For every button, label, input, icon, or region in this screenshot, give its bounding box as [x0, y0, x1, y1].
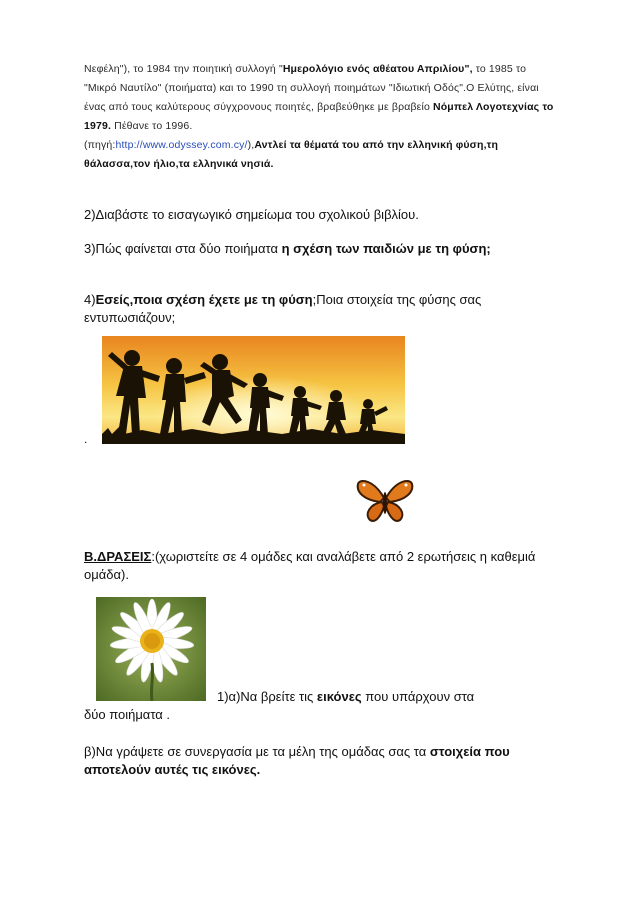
- document-page: [84, 60, 554, 777]
- intro-text-1: Νεφέλη"), το 1984 την ποιητική συλλογή ": [84, 63, 283, 75]
- question-4-bold: Εσείς,ποια σχέση έχετε με τη φύση: [95, 292, 313, 307]
- intro-bold-3: Αντλεί τα θέματά του από την ελληνική φύση,τη θάλασσα,τον ήλιο,τα ελληνικά νησιά.: [84, 139, 499, 170]
- actions-section: [84, 548, 554, 584]
- butterfly-image: [356, 478, 414, 524]
- stray-dot: .: [84, 432, 88, 446]
- question-3-text: 3)Πώς φαίνεται στα δύο ποιήματα: [84, 241, 282, 256]
- question-1a: [84, 688, 554, 724]
- question-3: [84, 240, 554, 258]
- question-1b-bold: στοιχεία που αποτελούν αυτές τις εικόνες.: [84, 744, 510, 777]
- intro-paragraph: [84, 60, 554, 174]
- intro-text-3: Πέθανε το 1996.: [111, 120, 193, 132]
- question-1a-text: 1)α)Να βρείτε τις: [217, 689, 317, 704]
- intro-bold-1: Ημερολόγιο ενός αθέατου Απριλίου",: [282, 63, 473, 75]
- question-1a-text-2: που υπάρχουν στα: [361, 689, 475, 704]
- actions-title: Β.ΔΡΑΣΕΙΣ: [84, 549, 152, 564]
- children-silhouette-sunset-image: [102, 336, 405, 444]
- daisy-flower-image: [96, 597, 206, 701]
- intro-text-2: το 1985 το "Μικρό Ναυτίλο" (ποιήματα) και το 1990 τη συλλογή ποιημάτων "Ιδιωτική Οδός".Ο Ελύτης, είναι ένας από τους καλύτερους σύγχρονους ποιητές, βραβεύθηκε με βραβείο: [84, 63, 539, 113]
- intro-text-5: ),: [247, 139, 255, 151]
- question-1b: [84, 743, 554, 779]
- source-link[interactable]: http://www.odyssey.com.cy/: [115, 139, 248, 151]
- intro-text-4: (πηγή:: [84, 139, 116, 151]
- question-4-number: 4): [84, 292, 96, 307]
- question-2: 2)Διαβάστε το εισαγωγικό σημείωμα του σχολικού βιβλίου.: [84, 207, 419, 222]
- actions-text: :(χωριστείτε σε 4 ομάδες και αναλάβετε από 2 ερωτήσεις η καθεμιά ομάδα).: [84, 549, 536, 582]
- question-4: [84, 291, 554, 327]
- intro-bold-2: Νόμπελ Λογοτεχνίας το 1979.: [84, 101, 554, 132]
- question-1b-text: β)Να γράψετε σε συνεργασία με τα μέλη της ομάδας σας τα: [84, 744, 430, 759]
- question-4-text: ;Ποια στοιχεία της φύσης σας εντυπωσιάζουν;: [84, 292, 482, 325]
- question-1a-bold: εικόνες: [316, 689, 362, 704]
- question-1a-line-2: δύο ποιήματα .: [84, 707, 171, 722]
- question-3-bold: η σχέση των παιδιών με τη φύση;: [281, 241, 491, 256]
